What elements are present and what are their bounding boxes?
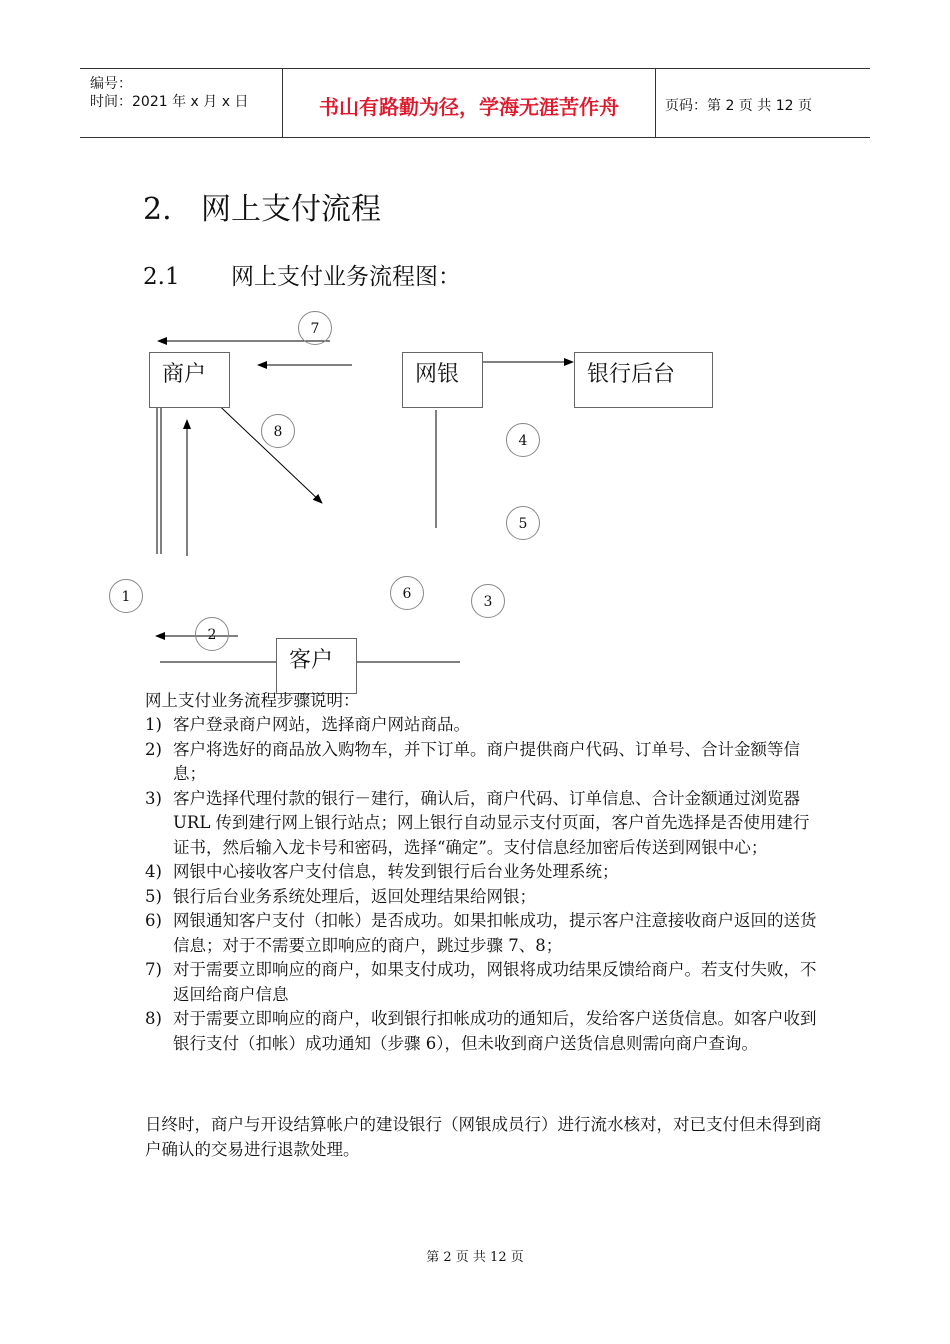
subsection-number: 2.1 [143, 264, 180, 290]
step-circle-7: 7 [298, 311, 332, 345]
merchant-box: 商户 [149, 352, 230, 408]
subsection-title: 网上支付业务流程图： [231, 264, 461, 290]
step-number: 5) [145, 886, 162, 906]
step-item [145, 958, 825, 1007]
closing-paragraph: 日终时，商户与开设结算帐户的建设银行（网银成员行）进行流水核对，对已支付但未得到商户确认的交易进行退款处理。 [145, 1115, 822, 1159]
code-label: 编号： [90, 76, 132, 92]
step-text: 网银中心接收客户支付信息，转发到银行后台业务处理系统； [173, 862, 619, 881]
step-circle-2: 2 [195, 617, 229, 651]
step-item [145, 909, 825, 958]
step-circle-5: 5 [506, 506, 540, 540]
step-text: 网银通知客户支付（扣帐）是否成功。如果扣帐成功，提示客户注意接收商户返回的送货信息；对于不需要立即响应的商户，跳过步骤 7、8； [173, 911, 817, 955]
step-circle-6: 6 [390, 576, 424, 610]
step-text: 银行后台业务系统处理后，返回处理结果给网银； [173, 886, 536, 906]
steps-intro: 网上支付业务流程步骤说明： [145, 691, 360, 710]
step-number: 3) [145, 788, 162, 808]
time-label: 时间：2021 年 x 月 x 日 [90, 94, 249, 110]
step-circle-3: 3 [471, 584, 505, 618]
step-number: 1) [145, 715, 162, 734]
page-footer: 第 2 页 共 12 页 [426, 1250, 524, 1265]
netbank-box: 网银 [402, 352, 483, 408]
bank-backend-box: 银行后台 [574, 352, 713, 408]
step-text: 客户将选好的商品放入购物车，并下订单。商户提供商户代码、订单号、合计金额等信息； [173, 739, 800, 783]
step-item [145, 787, 825, 861]
step-circle-1: 1 [109, 579, 143, 613]
step-item [145, 1007, 825, 1056]
step-item [145, 713, 825, 738]
step-item [145, 860, 825, 885]
step-text: 对于需要立即响应的商户，如果支付成功，网银将成功结果反馈给商户。若支付失败，不返回给商户信息 [173, 960, 817, 1004]
step-text: 对于需要立即响应的商户，收到银行扣帐成功的通知后，发给客户送货信息。如客户收到银行支付（扣帐）成功通知（步骤 6），但未收到商户送货信息则需向商户查询。 [173, 1009, 817, 1053]
arrow-merchant-to-bank [208, 395, 322, 503]
step-circle-4: 4 [506, 423, 540, 457]
section-number: 2. [143, 192, 172, 227]
step-text: 客户选择代理付款的银行－建行，确认后，商户代码、订单信息、合计金额通过浏览器 URL 传到建行网上银行站点；网上银行自动显示支付页面，客户首先选择是否使用建行证书，然后输入龙卡号和密码，选择“确定”。支付信息经加密后传送到网银中心； [173, 788, 810, 857]
section-title: 网上支付流程 [201, 192, 381, 227]
step-item [145, 738, 825, 787]
steps-list [145, 713, 825, 1056]
step-number: 4) [145, 862, 162, 881]
customer-box: 客户 [276, 638, 357, 694]
step-number: 8) [145, 1009, 162, 1028]
step-text: 客户登录商户网站，选择商户网站商品。 [173, 715, 470, 734]
motto-text: 书山有路勤为径，学海无涯苦作舟 [319, 95, 619, 119]
step-item [145, 885, 825, 910]
step-number: 2) [145, 739, 162, 759]
page-info: 页码：第 2 页 共 12 页 [665, 98, 812, 114]
step-circle-8: 8 [261, 414, 295, 448]
step-number: 7) [145, 960, 162, 979]
step-number: 6) [145, 911, 162, 930]
